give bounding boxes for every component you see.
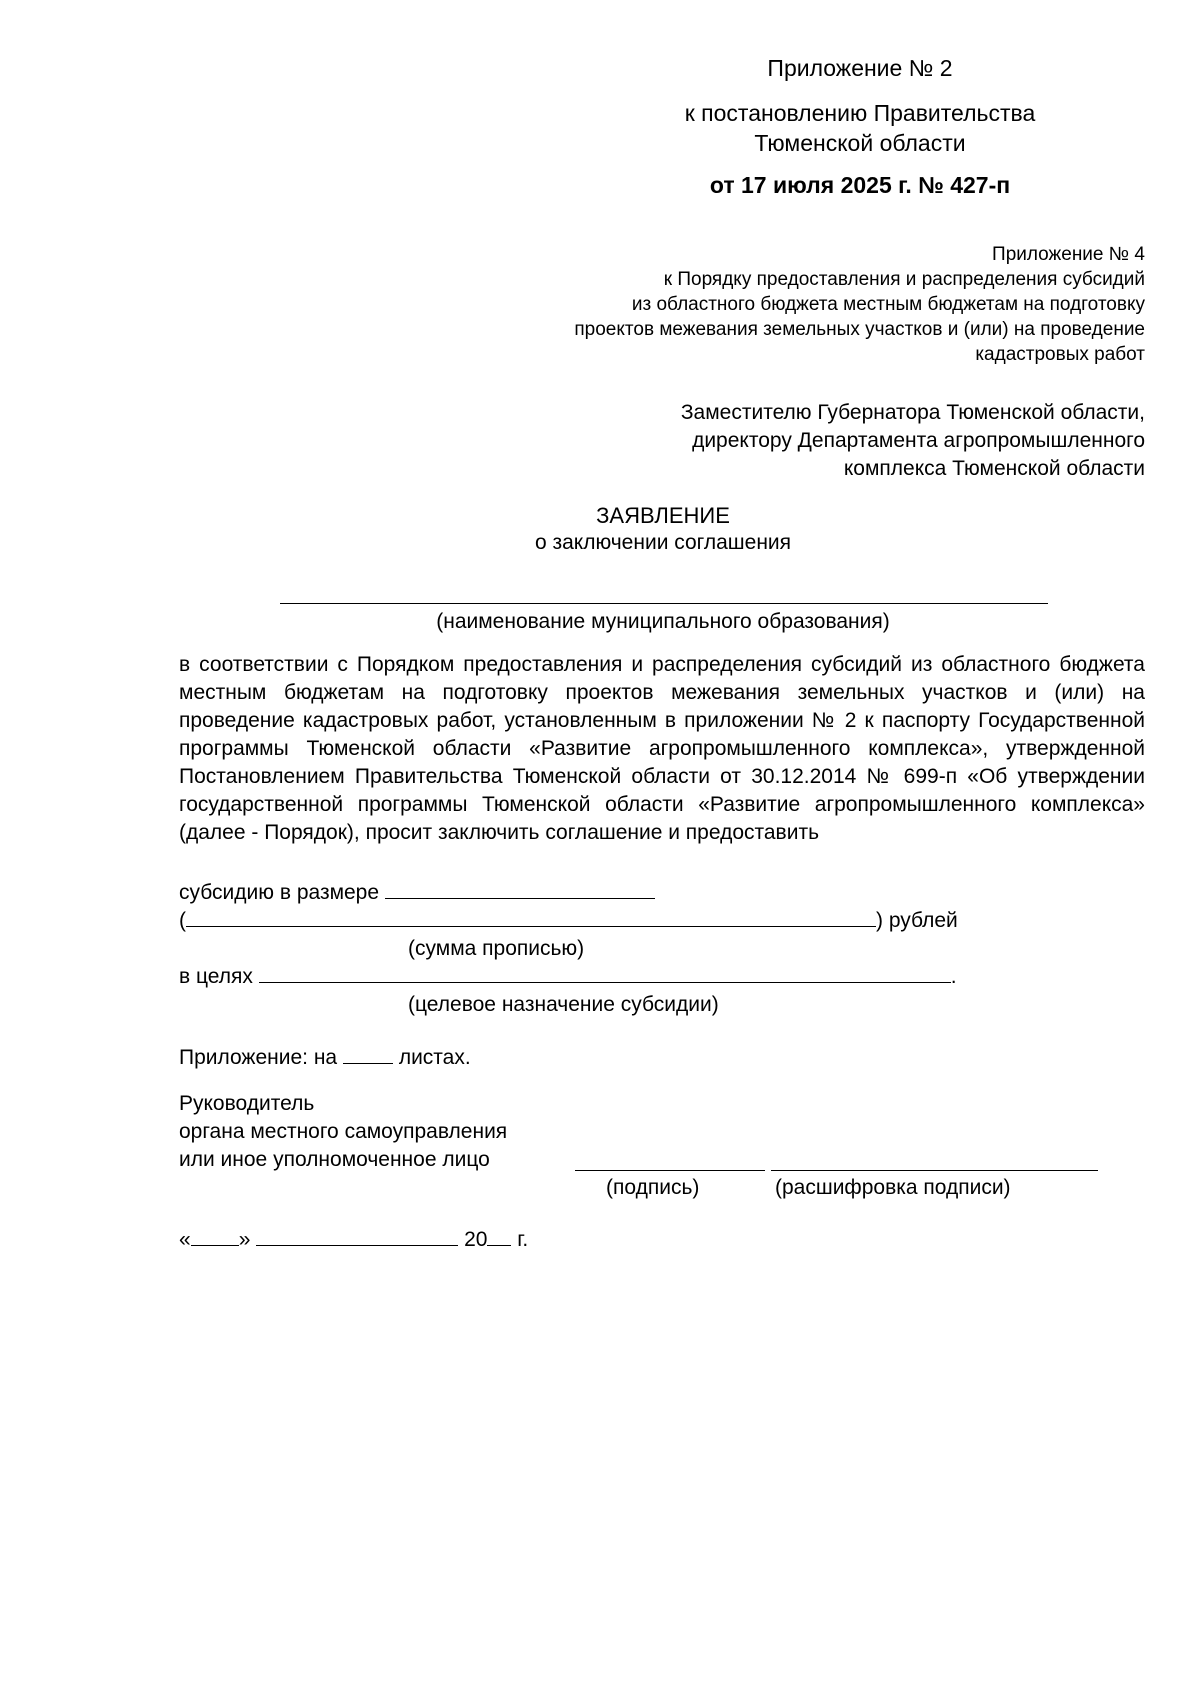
- decree-line-2: Тюменской области: [754, 130, 966, 156]
- signature-blank-line[interactable]: [575, 1170, 765, 1171]
- attachment-row: [179, 1043, 471, 1072]
- date-year-prefix: 20: [464, 1228, 488, 1251]
- signature-caption: (подпись): [606, 1176, 700, 1199]
- subsidy-amount-blank[interactable]: [385, 878, 655, 899]
- document-subtitle: о заключении соглашения: [534, 531, 792, 554]
- rubles-label: ) рублей: [876, 909, 958, 932]
- addressee-line-3: комплекса Тюменской области: [843, 457, 1145, 480]
- municipality-blank-line[interactable]: [280, 603, 1048, 604]
- body-paragraph: в соответствии с Порядком предоставления и распределения субсидий из областного бюджета местным бюджетам на подготовку проектов межевания земельных участков и (или) на проведение кадастровых работ, установленным в приложении № 2 к паспорту Государственной программы Тюменской области «Развитие агропромышленного комплекса», утвержденной Постановлением Правительства Тюменской области от 30.12.2014 № 699-п «Об утверждении государственной программы Тюменской области «Развитие агропромышленного комплекса» (далее - Порядок), просит заключить соглашение и предоставить: [179, 653, 1145, 844]
- date-open-quote: «: [179, 1228, 191, 1251]
- document-title: ЗАЯВЛЕНИЕ: [596, 503, 730, 528]
- decree-date: от 17 июля 2025 г. № 427-п: [709, 172, 1011, 198]
- appendix4-line-1: Приложение № 4: [992, 244, 1145, 265]
- date-month-blank[interactable]: [256, 1225, 458, 1246]
- appendix4-line-2: к Порядку предоставления и распределения субсидий: [663, 269, 1145, 290]
- attachment-pages-blank[interactable]: [343, 1043, 393, 1064]
- purpose-end: .: [950, 965, 957, 988]
- signature-decode-caption: (расшифровка подписи): [775, 1176, 1011, 1199]
- addressee-line-1: Заместителю Губернатора Тюменской области,: [680, 401, 1145, 424]
- appendix-label: Приложение № 2: [767, 55, 953, 81]
- signer-line-1: Руководитель: [179, 1092, 315, 1115]
- purpose-row: [179, 962, 957, 991]
- signer-line-2: органа местного самоуправления: [179, 1120, 508, 1143]
- appendix4-line-4: проектов межевания земельных участков и (или) на проведение: [574, 319, 1145, 340]
- signer-line-3: или иное уполномоченное лицо: [179, 1148, 490, 1171]
- attachment-prefix: Приложение: на: [179, 1046, 338, 1069]
- date-day-blank[interactable]: [191, 1225, 239, 1246]
- attachment-suffix: листах.: [398, 1046, 471, 1069]
- amount-words-caption: (сумма прописью): [408, 937, 585, 960]
- amount-words-blank[interactable]: [186, 906, 876, 927]
- purpose-caption: (целевое назначение субсидии): [408, 993, 719, 1016]
- decree-line-1: к постановлению Правительства: [684, 100, 1036, 126]
- amount-words-open-paren: (: [179, 909, 186, 932]
- municipality-caption: (наименование муниципального образования): [436, 610, 890, 633]
- date-close-quote: »: [238, 1228, 251, 1251]
- signature-decode-blank-line[interactable]: [771, 1170, 1098, 1171]
- addressee-line-2: директору Департамента агропромышленного: [692, 429, 1145, 452]
- appendix4-line-5: кадастровых работ: [975, 344, 1145, 365]
- date-row: [179, 1225, 528, 1254]
- amount-words-row: [179, 906, 958, 935]
- appendix4-line-3: из областного бюджета местным бюджетам на подготовку: [631, 294, 1145, 315]
- date-year-blank[interactable]: [487, 1225, 511, 1246]
- purpose-label: в целях: [179, 965, 253, 988]
- date-year-suffix: г.: [511, 1228, 529, 1251]
- subsidy-amount-row: [179, 878, 655, 907]
- purpose-blank[interactable]: [259, 962, 951, 983]
- subsidy-amount-label: субсидию в размере: [179, 881, 380, 904]
